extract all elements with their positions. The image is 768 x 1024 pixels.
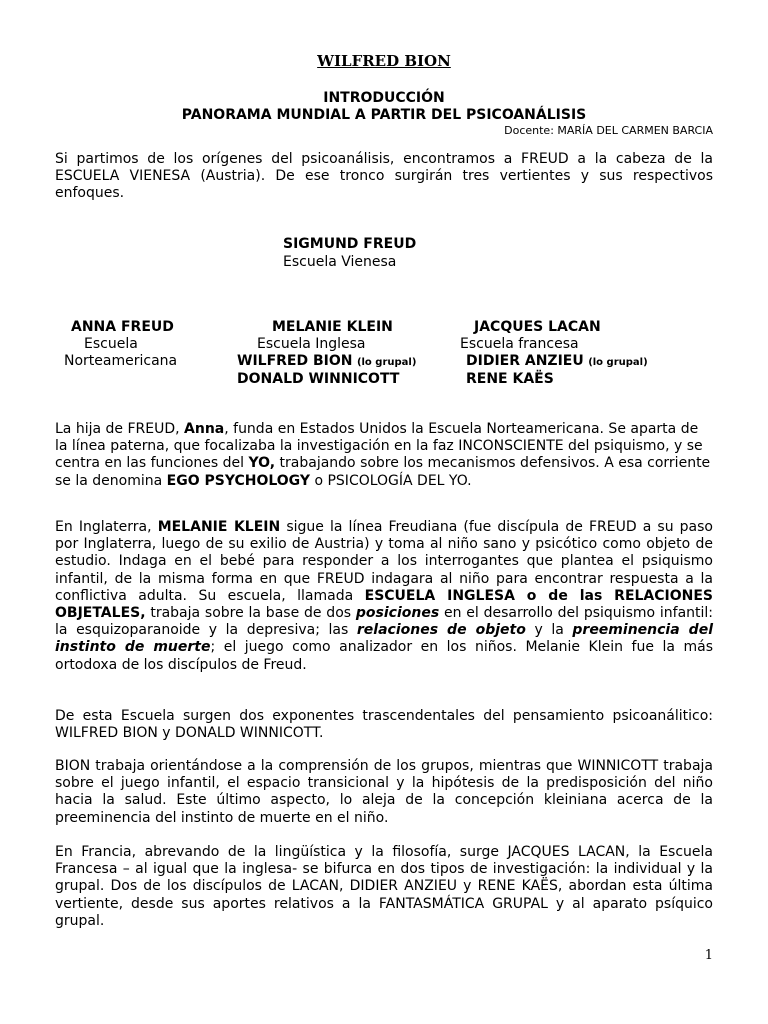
tree-anna-school-1: Escuela xyxy=(84,336,138,352)
tree-anna-school-2: Norteamericana xyxy=(64,353,178,369)
tree-klein-school: Escuela Inglesa xyxy=(257,336,366,352)
tree-root-name: SIGMUND FREUD xyxy=(283,236,417,252)
tree-anzieu-entry xyxy=(466,353,648,369)
bion-winnicott-paragraph: BION trabaja orientándose a la comprensión de los grupos, mientras que WINNICOTT trabaja sobre el juego infantil, el espacio transicional y la hipótesis de la predisposición del niño hacia la salud. Este último aspecto, lo aleja de la concepción kleiniana acerca de la preeminencia del instinto de muerte en el niño. xyxy=(55,758,713,826)
page-number: 1 xyxy=(704,948,713,963)
tree-bion-note: (lo grupal) xyxy=(356,357,417,368)
exponents-paragraph: De esta Escuela surgen dos exponentes trascendentales del pensamiento psicoanálitico: WILFRED BION y DONALD WINNICOTT. xyxy=(55,708,713,742)
tree-lacan-name: JACQUES LACAN xyxy=(474,319,601,335)
tree-bion-name: WILFRED BION xyxy=(237,353,353,369)
lacan-paragraph: En Francia, abrevando de la lingüística y la filosofía, surge JACQUES LACAN, la Escuela Francesa – al igual que la inglesa- se bifurca en dos tipos de investigación: la individual y la grupal. Dos de los discípulos de LACAN, DIDIER ANZIEU y RENE KAËS, abordan esta última vertiente, desde sus aportes relativos a la FANTASMÁTICA GRUPAL y al aparato psíquico grupal. xyxy=(55,844,713,929)
tree-anna-name: ANNA FREUD xyxy=(71,319,174,335)
melanie-klein-paragraph: En Inglaterra, MELANIE KLEIN sigue la línea Freudiana (fue discípula de FREUD a su paso por Inglaterra, luego de su exilio de Austria) y toma al niño sano y psicótico como objeto de estudio. Indaga en el bebé para responder a los interrogantes que plantea el psiquismo infantil, de la misma forma en que FREUD indagara al niño para encontrar respuesta a la conflictiva adulta. Su escuela, llamada ESCUELA INGLESA o de las RELACIONES OBJETALES, trabaja sobre la base de dos posiciones en el desarrollo del psiquismo infantil: la esquizoparanoide y la depresiva; las relaciones de objeto y la preeminencia del instinto de muerte; el juego como analizador en los niños. Melanie Klein fue la más ortodoxa de los discípulos de Freud. xyxy=(55,519,714,673)
tree-anzieu-name: DIDIER ANZIEU xyxy=(466,353,584,369)
tree-bion-entry xyxy=(237,353,416,369)
tree-winnicott-name: DONALD WINNICOTT xyxy=(237,371,400,387)
section-heading-introduccion: INTRODUCCIÓN xyxy=(323,90,445,106)
section-heading-panorama: PANORAMA MUNDIAL A PARTIR DEL PSICOANÁLISIS xyxy=(181,107,587,123)
tree-klein-name: MELANIE KLEIN xyxy=(272,319,393,335)
tree-root-school: Escuela Vienesa xyxy=(283,254,397,270)
document-title: WILFRED BION xyxy=(317,52,451,70)
tree-anzieu-note: (lo grupal) xyxy=(588,357,648,368)
tree-lacan-school: Escuela francesa xyxy=(460,336,579,352)
intro-paragraph: Si partimos de los orígenes del psicoanálisis, encontramos a FREUD a la cabeza de la ESCUELA VIENESA (Austria). De ese tronco surgirán tres vertientes y sus respectivos enfoques. xyxy=(55,151,713,202)
anna-freud-paragraph: La hija de FREUD, Anna, funda en Estados Unidos la Escuela Norteamericana. Se aparta de la línea paterna, que focalizaba la investigación en la faz INCONSCIENTE del psiquismo, y se centra en las funciones del YO, trabajando sobre los mecanismos defensivos. A esa corriente se la denomina EGO PSYCHOLOGY o PSICOLOGÍA DEL YO. xyxy=(55,421,711,489)
docente-credit: Docente: MARÍA DEL CARMEN BARCIA xyxy=(504,124,713,137)
tree-kaes-name: RENE KAËS xyxy=(466,371,554,387)
